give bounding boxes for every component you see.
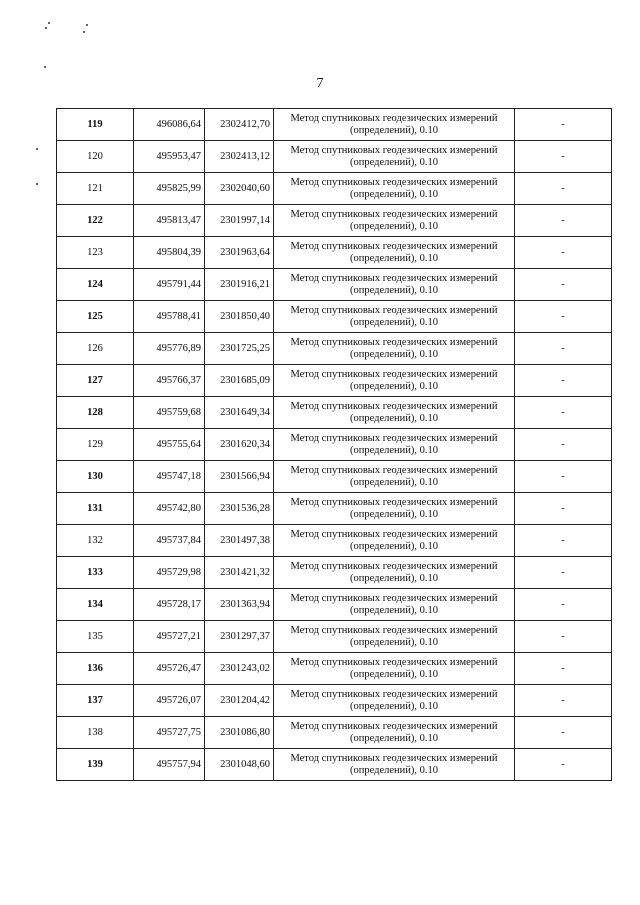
table-row (57, 237, 612, 269)
method-cell (274, 269, 515, 301)
table-row (57, 653, 612, 685)
method-cell (274, 237, 515, 269)
x-coordinate-cell: 495791,44 (134, 269, 205, 301)
error-cell (515, 589, 612, 621)
x-coordinate-cell: 495757,94 (134, 749, 205, 781)
method-line-2: (определений), 0.10 (349, 444, 439, 456)
page-number: 7 (316, 76, 324, 91)
method-cell (274, 653, 515, 685)
method-cell (274, 141, 515, 173)
point-number-cell: 122 (57, 205, 134, 237)
point-number-cell: 126 (57, 333, 134, 365)
error-value: - (561, 502, 565, 514)
method-line-1: Метод спутниковых геодезических измерений (290, 144, 498, 156)
table-row (57, 333, 612, 365)
method-line-2: (определений), 0.10 (349, 252, 439, 264)
x-coordinate-cell: 495788,41 (134, 301, 205, 333)
point-number-cell: 136 (57, 653, 134, 685)
scan-speck (36, 148, 38, 150)
error-cell (515, 269, 612, 301)
table-row (57, 589, 612, 621)
error-cell (515, 621, 612, 653)
error-value: - (561, 598, 565, 610)
error-cell (515, 653, 612, 685)
table-row (57, 109, 612, 141)
method-line-1: Метод спутниковых геодезических измерений (290, 272, 498, 284)
y-coordinate-cell: 2301204,42 (205, 685, 274, 717)
error-cell (515, 365, 612, 397)
method-cell (274, 749, 515, 781)
x-coordinate-cell: 496086,64 (134, 109, 205, 141)
x-coordinate-cell: 495825,99 (134, 173, 205, 205)
method-line-1: Метод спутниковых геодезических измерений (290, 368, 498, 380)
point-number-cell: 121 (57, 173, 134, 205)
method-line-2: (определений), 0.10 (349, 348, 439, 360)
method-cell (274, 429, 515, 461)
x-coordinate-cell: 495759,68 (134, 397, 205, 429)
error-cell (515, 109, 612, 141)
error-cell (515, 301, 612, 333)
method-line-1: Метод спутниковых геодезических измерений (290, 752, 498, 764)
method-line-1: Метод спутниковых геодезических измерений (290, 624, 498, 636)
method-cell (274, 621, 515, 653)
error-cell (515, 525, 612, 557)
error-value: - (561, 566, 565, 578)
y-coordinate-cell: 2301916,21 (205, 269, 274, 301)
y-coordinate-cell: 2301243,02 (205, 653, 274, 685)
error-cell (515, 685, 612, 717)
x-coordinate-cell: 495727,75 (134, 717, 205, 749)
error-value: - (561, 214, 565, 226)
table-row (57, 493, 612, 525)
method-line-2: (определений), 0.10 (349, 156, 439, 168)
point-number-cell: 127 (57, 365, 134, 397)
point-number-cell: 119 (57, 109, 134, 141)
table-row (57, 141, 612, 173)
table-row (57, 685, 612, 717)
x-coordinate-cell: 495747,18 (134, 461, 205, 493)
method-line-2: (определений), 0.10 (349, 316, 439, 328)
method-line-2: (определений), 0.10 (349, 476, 439, 488)
method-line-1: Метод спутниковых геодезических измерений (290, 560, 498, 572)
error-value: - (561, 758, 565, 770)
table-row (57, 525, 612, 557)
method-line-1: Метод спутниковых геодезических измерений (290, 496, 498, 508)
method-line-2: (определений), 0.10 (349, 540, 439, 552)
x-coordinate-cell: 495766,37 (134, 365, 205, 397)
method-cell (274, 397, 515, 429)
table-row (57, 269, 612, 301)
point-number-cell: 130 (57, 461, 134, 493)
y-coordinate-cell: 2301997,14 (205, 205, 274, 237)
error-cell (515, 205, 612, 237)
x-coordinate-cell: 495727,21 (134, 621, 205, 653)
x-coordinate-cell: 495726,47 (134, 653, 205, 685)
x-coordinate-cell: 495728,17 (134, 589, 205, 621)
method-line-2: (определений), 0.10 (349, 636, 439, 648)
error-value: - (561, 534, 565, 546)
error-value: - (561, 246, 565, 258)
error-cell (515, 141, 612, 173)
method-cell (274, 685, 515, 717)
method-line-1: Метод спутниковых геодезических измерений (290, 720, 498, 732)
y-coordinate-cell: 2301725,25 (205, 333, 274, 365)
method-line-2: (определений), 0.10 (349, 412, 439, 424)
error-value: - (561, 726, 565, 738)
table-row (57, 461, 612, 493)
x-coordinate-cell: 495755,64 (134, 429, 205, 461)
x-coordinate-cell: 495776,89 (134, 333, 205, 365)
table-row (57, 717, 612, 749)
x-coordinate-cell: 495729,98 (134, 557, 205, 589)
error-cell (515, 429, 612, 461)
error-cell (515, 173, 612, 205)
y-coordinate-cell: 2301421,32 (205, 557, 274, 589)
method-cell (274, 493, 515, 525)
error-value: - (561, 374, 565, 386)
error-value: - (561, 342, 565, 354)
error-value: - (561, 278, 565, 290)
method-line-1: Метод спутниковых геодезических измерений (290, 112, 498, 124)
method-line-2: (определений), 0.10 (349, 604, 439, 616)
x-coordinate-cell: 495813,47 (134, 205, 205, 237)
error-value: - (561, 310, 565, 322)
point-number-cell: 129 (57, 429, 134, 461)
error-cell (515, 717, 612, 749)
y-coordinate-cell: 2302413,12 (205, 141, 274, 173)
method-line-2: (определений), 0.10 (349, 124, 439, 136)
method-cell (274, 525, 515, 557)
error-cell (515, 749, 612, 781)
error-value: - (561, 662, 565, 674)
point-number-cell: 128 (57, 397, 134, 429)
method-line-2: (определений), 0.10 (349, 508, 439, 520)
method-line-1: Метод спутниковых геодезических измерений (290, 176, 498, 188)
point-number-cell: 139 (57, 749, 134, 781)
error-cell (515, 557, 612, 589)
point-number-cell: 137 (57, 685, 134, 717)
method-line-1: Метод спутниковых геодезических измерений (290, 304, 498, 316)
table-row (57, 205, 612, 237)
error-value: - (561, 694, 565, 706)
point-number-cell: 138 (57, 717, 134, 749)
y-coordinate-cell: 2301963,64 (205, 237, 274, 269)
method-cell (274, 557, 515, 589)
method-line-2: (определений), 0.10 (349, 220, 439, 232)
method-line-1: Метод спутниковых геодезических измерений (290, 656, 498, 668)
error-cell (515, 493, 612, 525)
method-cell (274, 173, 515, 205)
scan-speck (45, 27, 47, 29)
method-line-2: (определений), 0.10 (349, 284, 439, 296)
scan-speck (36, 183, 38, 185)
method-line-1: Метод спутниковых геодезических измерений (290, 688, 498, 700)
y-coordinate-cell: 2301086,80 (205, 717, 274, 749)
y-coordinate-cell: 2302412,70 (205, 109, 274, 141)
method-line-1: Метод спутниковых геодезических измерений (290, 432, 498, 444)
method-line-1: Метод спутниковых геодезических измерений (290, 592, 498, 604)
y-coordinate-cell: 2301048,60 (205, 749, 274, 781)
method-cell (274, 461, 515, 493)
method-cell (274, 301, 515, 333)
error-value: - (561, 150, 565, 162)
method-line-2: (определений), 0.10 (349, 188, 439, 200)
error-cell (515, 397, 612, 429)
error-value: - (561, 406, 565, 418)
point-number-cell: 123 (57, 237, 134, 269)
table-row (57, 397, 612, 429)
y-coordinate-cell: 2301566,94 (205, 461, 274, 493)
method-line-2: (определений), 0.10 (349, 732, 439, 744)
point-number-cell: 124 (57, 269, 134, 301)
y-coordinate-cell: 2301363,94 (205, 589, 274, 621)
point-number-cell: 131 (57, 493, 134, 525)
x-coordinate-cell: 495804,39 (134, 237, 205, 269)
table-row (57, 429, 612, 461)
table-row (57, 365, 612, 397)
scan-speck (48, 22, 50, 24)
coordinates-table (56, 108, 612, 781)
x-coordinate-cell: 495742,80 (134, 493, 205, 525)
method-line-2: (определений), 0.10 (349, 572, 439, 584)
table-row (57, 173, 612, 205)
point-number-cell: 125 (57, 301, 134, 333)
method-line-1: Метод спутниковых геодезических измерений (290, 208, 498, 220)
method-line-2: (определений), 0.10 (349, 700, 439, 712)
method-cell (274, 365, 515, 397)
y-coordinate-cell: 2302040,60 (205, 173, 274, 205)
error-value: - (561, 438, 565, 450)
error-cell (515, 237, 612, 269)
point-number-cell: 135 (57, 621, 134, 653)
x-coordinate-cell: 495953,47 (134, 141, 205, 173)
y-coordinate-cell: 2301620,34 (205, 429, 274, 461)
y-coordinate-cell: 2301497,38 (205, 525, 274, 557)
error-cell (515, 461, 612, 493)
y-coordinate-cell: 2301685,09 (205, 365, 274, 397)
table-row (57, 557, 612, 589)
y-coordinate-cell: 2301297,37 (205, 621, 274, 653)
method-line-2: (определений), 0.10 (349, 764, 439, 776)
scan-speck (83, 31, 85, 33)
y-coordinate-cell: 2301536,28 (205, 493, 274, 525)
method-line-2: (определений), 0.10 (349, 668, 439, 680)
x-coordinate-cell: 495726,07 (134, 685, 205, 717)
error-value: - (561, 182, 565, 194)
method-line-1: Метод спутниковых геодезических измерений (290, 464, 498, 476)
method-cell (274, 205, 515, 237)
x-coordinate-cell: 495737,84 (134, 525, 205, 557)
y-coordinate-cell: 2301850,40 (205, 301, 274, 333)
table-row (57, 749, 612, 781)
y-coordinate-cell: 2301649,34 (205, 397, 274, 429)
method-cell (274, 109, 515, 141)
method-line-1: Метод спутниковых геодезических измерений (290, 528, 498, 540)
error-value: - (561, 630, 565, 642)
error-value: - (561, 470, 565, 482)
method-line-1: Метод спутниковых геодезических измерений (290, 240, 498, 252)
point-number-cell: 120 (57, 141, 134, 173)
method-cell (274, 589, 515, 621)
point-number-cell: 132 (57, 525, 134, 557)
scan-speck (86, 24, 88, 26)
error-value: - (561, 118, 565, 130)
coordinates-table-body (57, 109, 612, 781)
scan-speck (44, 66, 46, 68)
point-number-cell: 134 (57, 589, 134, 621)
method-line-1: Метод спутниковых геодезических измерений (290, 336, 498, 348)
method-line-2: (определений), 0.10 (349, 380, 439, 392)
error-cell (515, 333, 612, 365)
method-cell (274, 333, 515, 365)
table-row (57, 621, 612, 653)
table-row (57, 301, 612, 333)
point-number-cell: 133 (57, 557, 134, 589)
method-cell (274, 717, 515, 749)
method-line-1: Метод спутниковых геодезических измерений (290, 400, 498, 412)
